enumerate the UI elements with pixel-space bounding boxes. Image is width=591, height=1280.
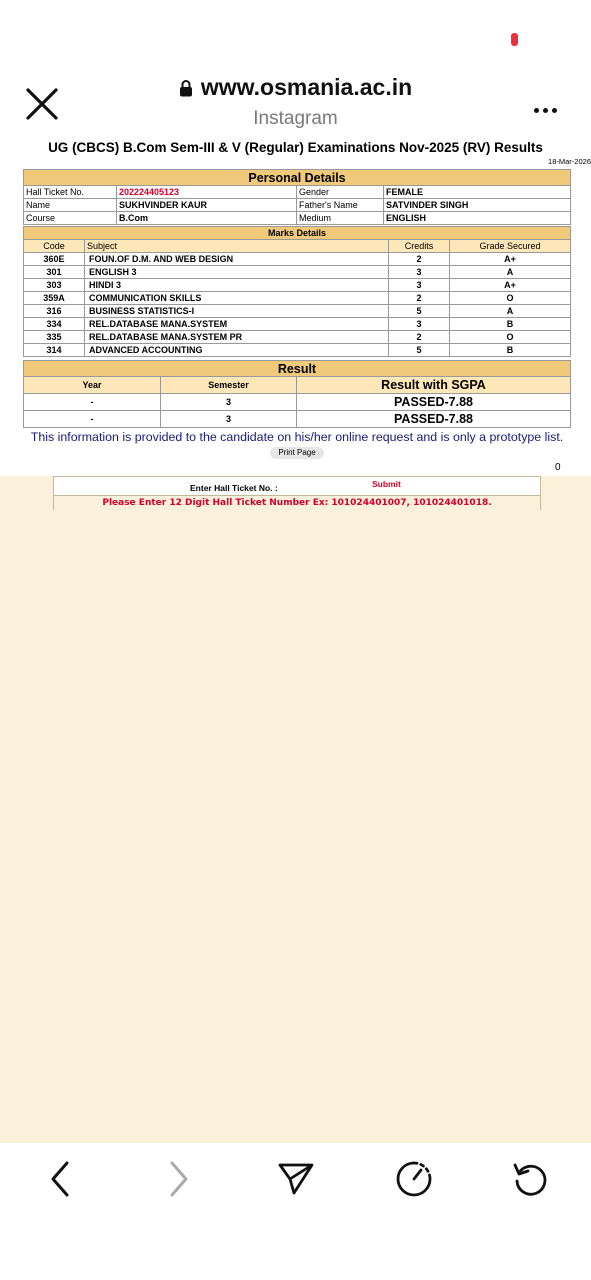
- marks-details-heading: Marks Details: [24, 227, 571, 240]
- subject-code: 360E: [24, 253, 85, 266]
- subject-name: ENGLISH 3: [85, 266, 389, 279]
- marks-row: [24, 305, 571, 318]
- subject-credits: 2: [389, 253, 450, 266]
- result-year: -: [24, 394, 161, 411]
- name-label: Name: [24, 199, 117, 212]
- exam-title: UG (CBCS) B.Com Sem-III & V (Regular) Examinations Nov-2025 (RV) Results: [48, 140, 543, 155]
- subject-code: 359A: [24, 292, 85, 305]
- father-name-label: Father's Name: [297, 199, 384, 212]
- subject-name: ADVANCED ACCOUNTING: [85, 344, 389, 357]
- subject-name: HINDI 3: [85, 279, 389, 292]
- marks-row: [24, 318, 571, 331]
- col-code: Code: [24, 240, 85, 253]
- col-semester: Semester: [161, 377, 297, 394]
- gender-label: Gender: [297, 186, 384, 199]
- result-table: [23, 360, 571, 428]
- hall-ticket-value: 202224405123: [117, 186, 297, 199]
- subject-grade: O: [450, 292, 571, 305]
- col-year: Year: [24, 377, 161, 394]
- subject-name: COMMUNICATION SKILLS: [85, 292, 389, 305]
- share-icon[interactable]: [276, 1159, 316, 1199]
- subject-name: FOUN.OF D.M. AND WEB DESIGN: [85, 253, 389, 266]
- subject-grade: B: [450, 318, 571, 331]
- lock-icon: [179, 79, 193, 97]
- col-result: Result with SGPA: [297, 377, 571, 394]
- subject-name: BUSINESS STATISTICS-I: [85, 305, 389, 318]
- subject-name: REL.DATABASE MANA.SYSTEM: [85, 318, 389, 331]
- subject-grade: A: [450, 305, 571, 318]
- browser-top-bar: [0, 60, 591, 140]
- url-area[interactable]: [0, 74, 591, 130]
- subject-grade: O: [450, 331, 571, 344]
- subject-credits: 2: [389, 331, 450, 344]
- print-page-button[interactable]: Print Page: [270, 447, 324, 459]
- subject-code: 303: [24, 279, 85, 292]
- subject-credits: 3: [389, 279, 450, 292]
- web-page: [0, 140, 591, 1143]
- back-icon[interactable]: [40, 1159, 80, 1199]
- subject-credits: 3: [389, 266, 450, 279]
- subject-credits: 5: [389, 344, 450, 357]
- reload-icon[interactable]: [511, 1159, 551, 1199]
- subject-grade: B: [450, 344, 571, 357]
- subject-credits: 5: [389, 305, 450, 318]
- subject-code: 335: [24, 331, 85, 344]
- col-credits: Credits: [389, 240, 450, 253]
- marks-row: [24, 266, 571, 279]
- medium-value: ENGLISH: [384, 212, 571, 225]
- subject-grade: A: [450, 266, 571, 279]
- marks-row: [24, 279, 571, 292]
- result-sgpa: PASSED-7.88: [297, 394, 571, 411]
- subject-code: 314: [24, 344, 85, 357]
- result-semester: 3: [161, 394, 297, 411]
- browser-bottom-bar: [0, 1143, 591, 1280]
- more-icon[interactable]: [534, 100, 564, 110]
- subject-grade: A+: [450, 253, 571, 266]
- medium-label: Medium: [297, 212, 384, 225]
- result-row: [24, 394, 571, 411]
- personal-details-heading: Personal Details: [24, 170, 571, 186]
- marks-details-table: [23, 226, 571, 357]
- result-semester: 3: [161, 411, 297, 428]
- subject-code: 316: [24, 305, 85, 318]
- subject-credits: 2: [389, 292, 450, 305]
- course-value: B.Com: [117, 212, 297, 225]
- subject-grade: A+: [450, 279, 571, 292]
- hall-ticket-input-label: Enter Hall Ticket No. :: [190, 483, 278, 493]
- hall-ticket-label: Hall Ticket No.: [24, 186, 117, 199]
- url-source: Instagram: [253, 107, 338, 129]
- marks-row: [24, 331, 571, 344]
- status-indicator: [511, 33, 518, 46]
- result-sgpa: PASSED-7.88: [297, 411, 571, 428]
- result-heading: Result: [24, 361, 571, 377]
- submit-button[interactable]: Submit: [372, 479, 401, 489]
- print-date: 18-Mar-2026: [548, 157, 591, 166]
- hall-ticket-form: [53, 476, 541, 510]
- course-label: Course: [24, 212, 117, 225]
- col-grade: Grade Secured: [450, 240, 571, 253]
- forward-icon[interactable]: [159, 1159, 199, 1199]
- personal-details-table: [23, 169, 571, 225]
- subject-name: REL.DATABASE MANA.SYSTEM PR: [85, 331, 389, 344]
- result-row: [24, 411, 571, 428]
- marks-row: [24, 292, 571, 305]
- subject-code: 334: [24, 318, 85, 331]
- hall-ticket-hint: Please Enter 12 Digit Hall Ticket Number Ex: 101024401007, 101024401018.: [54, 496, 540, 510]
- visitor-counter: 0: [555, 462, 561, 473]
- col-subject: Subject: [85, 240, 389, 253]
- subject-code: 301: [24, 266, 85, 279]
- name-value: SUKHVINDER KAUR: [117, 199, 297, 212]
- marks-row: [24, 253, 571, 266]
- url-domain: www.osmania.ac.in: [200, 74, 413, 100]
- father-name-value: SATVINDER SINGH: [384, 199, 571, 212]
- timer-icon[interactable]: [394, 1159, 434, 1199]
- subject-credits: 3: [389, 318, 450, 331]
- gender-value: FEMALE: [384, 186, 571, 199]
- disclaimer-note: This information is provided to the candidate on his/her online request and is only a prototype list.: [30, 430, 564, 444]
- result-year: -: [24, 411, 161, 428]
- marks-row: [24, 344, 571, 357]
